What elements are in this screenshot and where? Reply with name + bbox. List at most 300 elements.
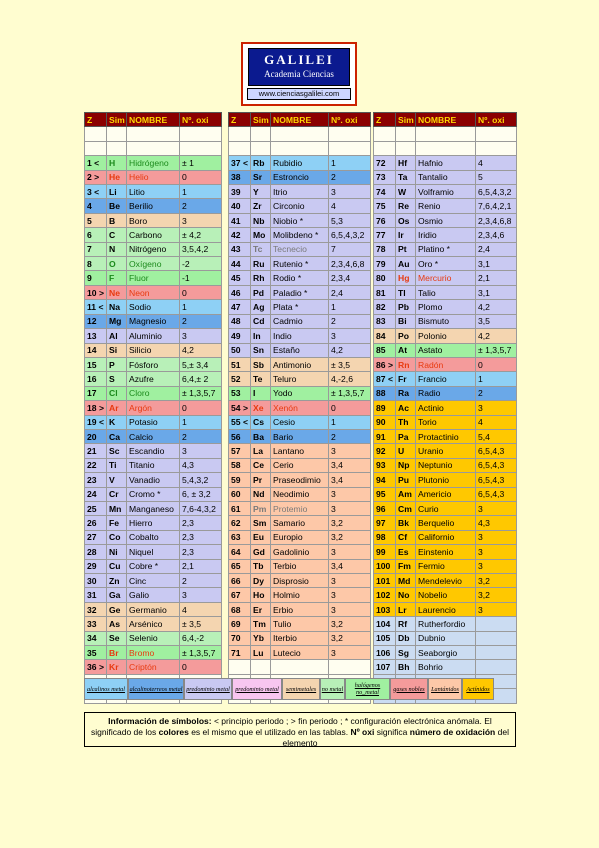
legend-item: Lantánidos: [428, 678, 462, 700]
element-oxidation: 3,5,4,2: [180, 242, 222, 256]
element-oxidation: 3,1: [476, 285, 517, 299]
element-number: [374, 329, 396, 343]
element-row[interactable]: [85, 545, 222, 559]
element-number: [374, 444, 396, 458]
element-row[interactable]: [229, 285, 371, 299]
element-number: [85, 199, 107, 213]
element-row[interactable]: [374, 487, 517, 501]
element-row[interactable]: [229, 401, 371, 415]
element-row[interactable]: [374, 458, 517, 472]
element-name: Tulio: [271, 617, 329, 631]
element-name: Dubnio: [416, 631, 476, 645]
element-number: [229, 170, 251, 184]
element-row[interactable]: [229, 545, 371, 559]
atomic-number: 68: [231, 604, 241, 615]
element-row[interactable]: [229, 458, 371, 472]
element-number: [85, 660, 107, 674]
element-number: [229, 429, 251, 443]
element-row[interactable]: [85, 602, 222, 616]
element-name: Talio: [416, 285, 476, 299]
element-row[interactable]: [85, 372, 222, 386]
element-symbol: Sn: [251, 343, 271, 357]
atomic-number: 96: [376, 503, 386, 514]
atomic-number: 105: [376, 633, 391, 644]
atomic-number: 71: [231, 647, 241, 658]
element-symbol: Er: [251, 602, 271, 616]
element-number: [85, 545, 107, 559]
atomic-number: 100: [376, 561, 391, 572]
element-row[interactable]: [374, 228, 517, 242]
element-row[interactable]: [229, 156, 371, 170]
atomic-number: 90: [376, 417, 386, 428]
element-name: Niobio *: [271, 213, 329, 227]
table-header-row: [85, 113, 222, 127]
element-oxidation: 4: [329, 199, 371, 213]
element-row[interactable]: [374, 185, 517, 199]
element-row[interactable]: [85, 646, 222, 660]
element-oxidation: 3: [329, 588, 371, 602]
element-row[interactable]: [229, 185, 371, 199]
element-oxidation: 1: [329, 156, 371, 170]
element-oxidation: 5,4: [476, 429, 517, 443]
header-z: Z: [85, 113, 107, 127]
element-symbol: Bk: [396, 516, 416, 530]
element-symbol: W: [396, 185, 416, 199]
periodic-table-column-3: [373, 112, 517, 704]
element-oxidation: 3: [329, 444, 371, 458]
element-name: Germanio: [127, 602, 180, 616]
element-row[interactable]: [85, 185, 222, 199]
element-symbol: Ar: [107, 401, 127, 415]
atomic-number: 8: [87, 258, 92, 269]
element-oxidation: 4,3: [180, 458, 222, 472]
table-header-row: [229, 113, 371, 127]
element-row[interactable]: [85, 574, 222, 588]
element-name: Einstenio: [416, 545, 476, 559]
element-number: [85, 444, 107, 458]
atomic-number: 39: [231, 186, 241, 197]
blank-cell: [251, 660, 271, 674]
element-row[interactable]: [374, 415, 517, 429]
element-row[interactable]: [374, 516, 517, 530]
element-number: [85, 415, 107, 429]
element-symbol: Se: [107, 631, 127, 645]
element-name: Xenón: [271, 401, 329, 415]
logo-banner: [248, 48, 350, 86]
atomic-number: 63: [231, 532, 241, 543]
element-row[interactable]: [229, 257, 371, 271]
element-row[interactable]: [229, 271, 371, 285]
element-row[interactable]: [374, 386, 517, 400]
element-name: Hierro: [127, 516, 180, 530]
element-symbol: Te: [251, 372, 271, 386]
element-name: Holmio: [271, 588, 329, 602]
element-row[interactable]: [374, 588, 517, 602]
element-number: [374, 458, 396, 472]
element-oxidation: 2: [329, 429, 371, 443]
element-row[interactable]: [85, 314, 222, 328]
info-text-1: < principio periodo ; > fin periodo ; * configuración electrónica anómala. El significado de los: [91, 716, 492, 737]
blank-cell: [229, 127, 251, 141]
element-number: [85, 473, 107, 487]
element-row[interactable]: [374, 401, 517, 415]
element-row[interactable]: [85, 530, 222, 544]
element-number: [374, 588, 396, 602]
element-row[interactable]: [229, 530, 371, 544]
element-row[interactable]: [374, 559, 517, 573]
element-oxidation: 0: [180, 285, 222, 299]
element-oxidation: 6,5,4,3: [476, 458, 517, 472]
period-marker: <: [94, 186, 100, 197]
legend-item: semimetales: [282, 678, 320, 700]
element-row[interactable]: [85, 516, 222, 530]
element-number: [85, 257, 107, 271]
atomic-number: 41: [231, 215, 241, 226]
element-oxidation: 4: [476, 415, 517, 429]
element-oxidation: 6,4,± 2: [180, 372, 222, 386]
legend-item: alcalinos metal: [84, 678, 128, 700]
element-name: Cloro: [127, 386, 180, 400]
element-symbol: Au: [396, 257, 416, 271]
info-colores: colores: [158, 727, 189, 737]
element-name: Galio: [127, 588, 180, 602]
element-name: Plutonio: [416, 473, 476, 487]
element-row[interactable]: [85, 386, 222, 400]
element-number: [85, 372, 107, 386]
element-row[interactable]: [85, 242, 222, 256]
element-name: Francio: [416, 372, 476, 386]
element-oxidation: 2,1: [180, 559, 222, 573]
element-row[interactable]: [85, 213, 222, 227]
element-row[interactable]: [229, 357, 371, 371]
header-name: NOMBRE: [127, 113, 180, 127]
element-row[interactable]: [229, 314, 371, 328]
element-name: Oxígeno: [127, 257, 180, 271]
element-symbol: Sg: [396, 646, 416, 660]
info-numero-oxidacion: número de oxidación: [409, 727, 496, 737]
element-name: Aluminio: [127, 329, 180, 343]
element-row[interactable]: [85, 660, 222, 674]
element-symbol: Be: [107, 199, 127, 213]
element-row[interactable]: [229, 516, 371, 530]
element-oxidation: 7: [329, 242, 371, 256]
element-row[interactable]: [85, 285, 222, 299]
header-sym: Sim: [396, 113, 416, 127]
element-name: Argón: [127, 401, 180, 415]
element-row[interactable]: [85, 156, 222, 170]
atomic-number: 86: [376, 359, 386, 370]
element-row[interactable]: [374, 285, 517, 299]
element-row[interactable]: [85, 329, 222, 343]
element-oxidation: 6,5,4,3,2: [476, 185, 517, 199]
element-row[interactable]: [374, 300, 517, 314]
element-row[interactable]: [229, 574, 371, 588]
element-row[interactable]: [229, 300, 371, 314]
element-row[interactable]: [374, 617, 517, 631]
blank-cell: [251, 141, 271, 155]
element-number: [229, 516, 251, 530]
atomic-number: 64: [231, 546, 241, 557]
element-name: Torio: [416, 415, 476, 429]
element-row[interactable]: [85, 271, 222, 285]
element-row[interactable]: [374, 646, 517, 660]
element-row[interactable]: [229, 617, 371, 631]
element-row[interactable]: [374, 372, 517, 386]
element-name: Itrio: [271, 185, 329, 199]
element-row[interactable]: [374, 329, 517, 343]
element-oxidation: -2: [180, 257, 222, 271]
element-row[interactable]: [85, 228, 222, 242]
element-oxidation: 3,2: [329, 617, 371, 631]
element-oxidation: 3: [329, 487, 371, 501]
header-z: Z: [374, 113, 396, 127]
element-row[interactable]: [229, 646, 371, 660]
period-marker: >: [98, 662, 104, 673]
element-oxidation: ± 3,5: [180, 617, 222, 631]
blank-row: [85, 127, 222, 141]
element-number: [229, 213, 251, 227]
atomic-number: 32: [87, 604, 97, 615]
element-row[interactable]: [374, 444, 517, 458]
element-row[interactable]: [374, 314, 517, 328]
element-row[interactable]: [374, 602, 517, 616]
element-row[interactable]: [229, 213, 371, 227]
element-name: Rodio *: [271, 271, 329, 285]
element-symbol: No: [396, 588, 416, 602]
legend-item: alcalinoterreos metal: [128, 678, 184, 700]
element-number: [85, 574, 107, 588]
element-symbol: Ba: [251, 429, 271, 443]
blank-cell: [374, 141, 396, 155]
element-number: [374, 199, 396, 213]
element-oxidation: 3,5: [476, 314, 517, 328]
element-oxidation: 0: [476, 357, 517, 371]
element-row[interactable]: [229, 473, 371, 487]
element-oxidation: ± 4,2: [180, 228, 222, 242]
element-row[interactable]: [85, 199, 222, 213]
element-row[interactable]: [85, 588, 222, 602]
element-name: Titanio: [127, 458, 180, 472]
element-row[interactable]: [374, 242, 517, 256]
atomic-number: 106: [376, 647, 391, 658]
element-symbol: Cu: [107, 559, 127, 573]
element-number: [85, 602, 107, 616]
element-symbol: Pa: [396, 429, 416, 443]
element-oxidation: 5,3: [329, 213, 371, 227]
element-name: Paladio *: [271, 285, 329, 299]
element-oxidation: 2,3: [180, 530, 222, 544]
element-name: Litio: [127, 185, 180, 199]
element-row[interactable]: [229, 386, 371, 400]
element-row[interactable]: [374, 530, 517, 544]
element-symbol: Cf: [396, 530, 416, 544]
element-symbol: Xe: [251, 401, 271, 415]
element-oxidation: 2: [329, 314, 371, 328]
element-row[interactable]: [229, 242, 371, 256]
element-row[interactable]: [229, 429, 371, 443]
element-number: [374, 300, 396, 314]
element-row[interactable]: [229, 415, 371, 429]
element-number: [374, 170, 396, 184]
element-number: [374, 401, 396, 415]
element-number: [85, 357, 107, 371]
element-row[interactable]: [85, 473, 222, 487]
atomic-number: 81: [376, 287, 386, 298]
blank-cell: [396, 141, 416, 155]
atomic-number: 67: [231, 590, 241, 601]
element-oxidation: 6,5,4,3,2: [329, 228, 371, 242]
element-row[interactable]: [374, 271, 517, 285]
element-name: Erbio: [271, 602, 329, 616]
element-row[interactable]: [229, 170, 371, 184]
blank-cell: [329, 660, 371, 674]
blank-cell: [271, 141, 329, 155]
element-row[interactable]: [229, 343, 371, 357]
element-row[interactable]: [229, 487, 371, 501]
element-row[interactable]: [85, 617, 222, 631]
element-oxidation: 4: [476, 156, 517, 170]
element-row[interactable]: [374, 170, 517, 184]
element-row[interactable]: [374, 501, 517, 515]
element-row[interactable]: [229, 588, 371, 602]
element-name: Terbio: [271, 559, 329, 573]
atomic-number: 24: [87, 489, 97, 500]
blank-cell: [85, 141, 107, 155]
element-symbol: N: [107, 242, 127, 256]
element-row[interactable]: [85, 357, 222, 371]
blank-cell: [396, 127, 416, 141]
element-number: [229, 401, 251, 415]
element-row[interactable]: [374, 429, 517, 443]
element-symbol: B: [107, 213, 127, 227]
element-name: Estaño: [271, 343, 329, 357]
element-row[interactable]: [229, 372, 371, 386]
element-number: [85, 170, 107, 184]
element-row[interactable]: [85, 343, 222, 357]
element-name: Praseodimio: [271, 473, 329, 487]
element-oxidation: [476, 617, 517, 631]
element-name: Nitrógeno: [127, 242, 180, 256]
element-symbol: Ra: [396, 386, 416, 400]
element-row[interactable]: [85, 300, 222, 314]
element-row[interactable]: [85, 429, 222, 443]
element-number: [85, 271, 107, 285]
element-row[interactable]: [85, 444, 222, 458]
element-row[interactable]: [85, 487, 222, 501]
element-number: [85, 343, 107, 357]
header-sym: Sim: [107, 113, 127, 127]
element-row[interactable]: [374, 357, 517, 371]
atomic-number: 79: [376, 258, 386, 269]
element-name: Vanadio: [127, 473, 180, 487]
element-symbol: Sb: [251, 357, 271, 371]
element-name: Osmio: [416, 213, 476, 227]
atomic-number: 16: [87, 374, 97, 385]
element-row[interactable]: [85, 257, 222, 271]
element-name: Protactinio: [416, 429, 476, 443]
element-row[interactable]: [374, 545, 517, 559]
element-name: Iterbio: [271, 631, 329, 645]
element-symbol: Ni: [107, 545, 127, 559]
atomic-number: 93: [376, 460, 386, 471]
element-oxidation: [476, 631, 517, 645]
logo-url[interactable]: www.cienciasgalilei.com: [247, 88, 351, 100]
element-row[interactable]: [85, 501, 222, 515]
element-row[interactable]: [85, 415, 222, 429]
element-row[interactable]: [374, 473, 517, 487]
element-row[interactable]: [374, 343, 517, 357]
element-number: [374, 242, 396, 256]
element-name: Carbono: [127, 228, 180, 242]
element-row[interactable]: [229, 501, 371, 515]
element-row[interactable]: [229, 602, 371, 616]
element-row[interactable]: [85, 559, 222, 573]
element-name: Protemio: [271, 501, 329, 515]
period-marker: >: [387, 359, 393, 370]
element-row[interactable]: [229, 559, 371, 573]
element-row[interactable]: [374, 631, 517, 645]
element-row[interactable]: [229, 444, 371, 458]
atomic-number: 103: [376, 604, 391, 615]
element-name: Gadolinio: [271, 545, 329, 559]
element-number: [374, 429, 396, 443]
element-row[interactable]: [85, 631, 222, 645]
element-oxidation: 2,3: [180, 516, 222, 530]
element-row[interactable]: [229, 199, 371, 213]
element-number: [374, 660, 396, 674]
element-symbol: Ca: [107, 429, 127, 443]
element-row[interactable]: [229, 329, 371, 343]
element-number: [85, 559, 107, 573]
element-number: [85, 530, 107, 544]
element-symbol: Fe: [107, 516, 127, 530]
element-name: Curio: [416, 501, 476, 515]
element-name: Yodo: [271, 386, 329, 400]
element-row[interactable]: [374, 660, 517, 674]
element-row[interactable]: [374, 574, 517, 588]
element-oxidation: 7,6,4,2,1: [476, 199, 517, 213]
element-symbol: Tc: [251, 242, 271, 256]
element-symbol: Fr: [396, 372, 416, 386]
element-number: [229, 444, 251, 458]
element-number: [374, 646, 396, 660]
element-symbol: Nd: [251, 487, 271, 501]
element-row[interactable]: [374, 257, 517, 271]
element-row[interactable]: [374, 213, 517, 227]
element-row[interactable]: [85, 401, 222, 415]
atomic-number: 28: [87, 546, 97, 557]
element-row[interactable]: [85, 458, 222, 472]
element-number: [229, 199, 251, 213]
atomic-number: 59: [231, 474, 241, 485]
element-symbol: I: [251, 386, 271, 400]
element-number: [374, 617, 396, 631]
element-number: [374, 631, 396, 645]
element-row[interactable]: [229, 631, 371, 645]
element-oxidation: 3: [329, 602, 371, 616]
atomic-number: 15: [87, 359, 97, 370]
element-row[interactable]: [374, 199, 517, 213]
galilei-logo: [241, 42, 357, 106]
element-name: Rutherfordio: [416, 617, 476, 631]
element-oxidation: 3,4: [329, 559, 371, 573]
element-number: [229, 228, 251, 242]
element-row[interactable]: [85, 170, 222, 184]
element-oxidation: 2,3,4: [329, 271, 371, 285]
element-oxidation: 5,4,3,2: [180, 473, 222, 487]
element-row[interactable]: [374, 156, 517, 170]
element-row[interactable]: [229, 228, 371, 242]
